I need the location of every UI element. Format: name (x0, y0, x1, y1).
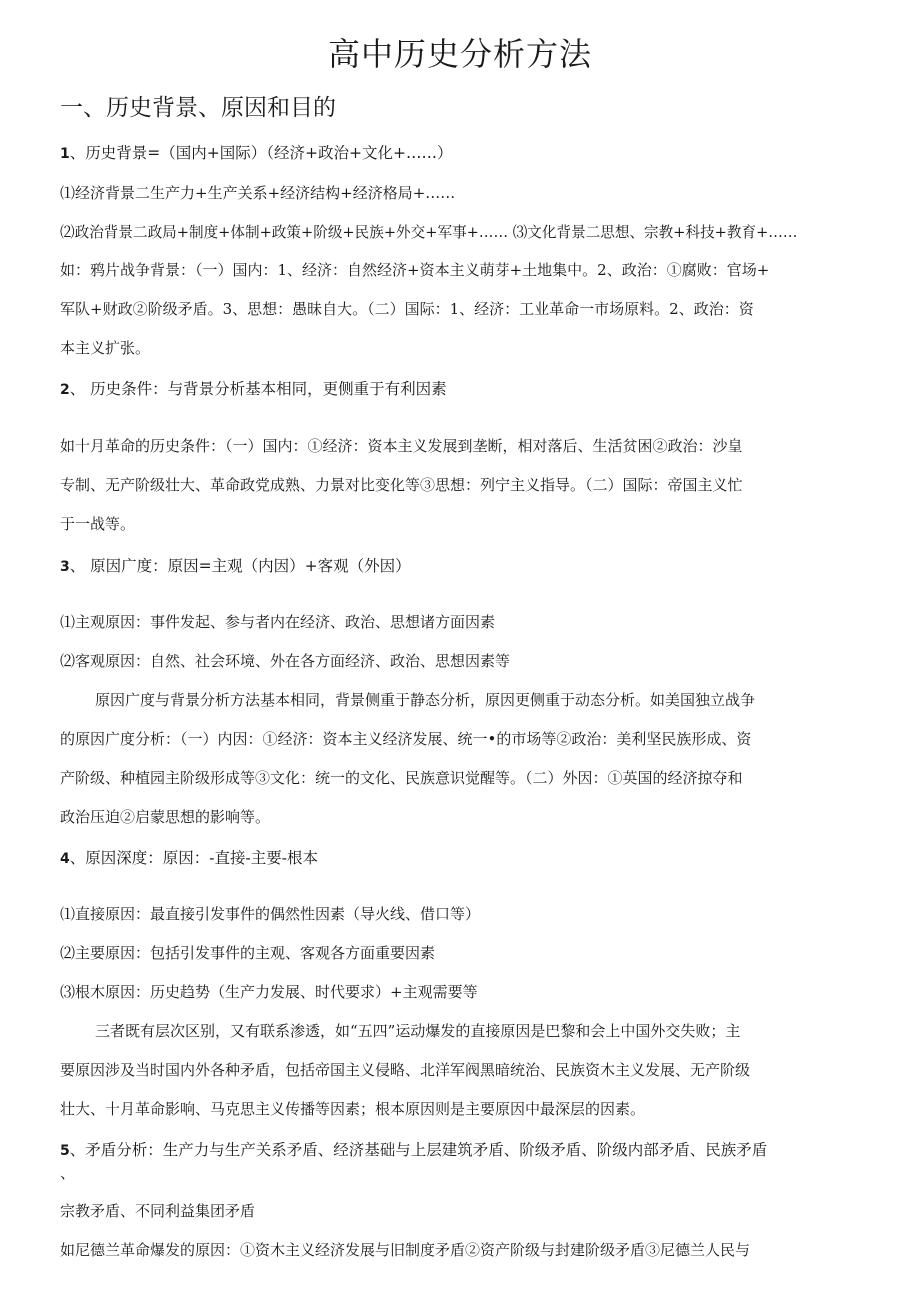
item-1-text: 、历史背景=（国内+国际）（经济+政治+文化+……） (69, 144, 453, 162)
opium-war-line-3: 本主义扩张。 (60, 339, 151, 357)
item-2-number: 2 (60, 382, 70, 398)
cause-breadth-para-line-2: 的原因广度分析：（一）内因：①经济：资本主义经济发展、统一•的市场等②政治：美利坚民族形成、资 (60, 730, 752, 748)
may-fourth-para-line-2: 要原因涉及当时国内外各种矛盾，包括帝国主义侵略、北洋军阀黑暗统治、民族资木主义发展、无产阶级 (60, 1061, 751, 1079)
october-revolution-line-1: 如十月革命的历史条件：（一）国内：①经济：资本主义发展到垄断，相对落后、生活贫困②政治：沙皇 (60, 437, 743, 455)
item-4-heading (60, 847, 860, 870)
cause-breadth-para-line-4: 政治压迫②启蒙思想的影响等。 (60, 808, 271, 826)
item-5-continuation: 宗教矛盾、不同利益集团矛盾 (60, 1202, 256, 1220)
item-5-number: 5 (60, 1143, 70, 1159)
root-cause-line: ⑶根木原因：历史趋势（生产力发展、时代要求）+主观需要等 (60, 983, 478, 1001)
opium-war-line-1: 如：鸦片战争背景：（一）国内：1、经济：自然经济+资本主义萌芽+土地集中。2、政治：①腐败：官场+ (60, 261, 770, 279)
subjective-cause-line: ⑴主观原因：事件发起、参与者内在经济、政治、思想诸方面因素 (60, 613, 496, 631)
item-1-number: 1 (60, 146, 70, 162)
political-cultural-background-line: ⑵政治背景二政局+制度+体制+政策+阶级+民族+外交+军事+…… ⑶文化背景二思想、宗教+科技+教育+…… (60, 224, 798, 241)
netherlands-revolution-line: 如尼德兰革命爆发的原因：①资木主义经济发展与旧制度矛盾②资产阶级与封建阶级矛盾③尼德兰人民与 (60, 1241, 751, 1259)
section-heading-1: 一、历史背景、原因和目的 (60, 95, 336, 121)
october-revolution-line-2: 专制、无产阶级壮大、革命政党成熟、力景对比变化等③思想：列宁主义指导。（二）国际：帝国主义忙 (60, 476, 743, 494)
objective-cause-line: ⑵客观原因：自然、社会环境、外在各方面经济、政治、思想因素等 (60, 652, 511, 670)
item-1-heading (60, 142, 860, 165)
item-3-heading (60, 555, 860, 578)
cause-breadth-para-line-3: 产阶级、种植园主阶级形成等③文化：统一的文化、民族意识觉醒等。（二）外因：①英国的经济掠夺和 (60, 769, 743, 787)
october-revolution-line-3: 于一战等。 (60, 515, 136, 533)
item-3-number: 3 (60, 559, 70, 575)
item-5-text: 、矛盾分析：生产力与生产关系矛盾、经济基础与上层建筑矛盾、阶级矛盾、阶级内部矛盾、民族矛盾 (69, 1141, 768, 1159)
may-fourth-para-line-3: 壮大、十月革命影响、马克思主义传播等因素；根本原因则是主要原因中最深层的因素。 (60, 1100, 646, 1118)
economic-background-line: ⑴经济背景二生产力+生产关系+经济结构+经济格局+…… (60, 184, 456, 202)
item-5-heading (60, 1139, 860, 1162)
main-cause-line: ⑵主要原因：包括引发事件的主观、客观各方面重要因素 (60, 944, 436, 962)
item-3-text: 、 原因广度：原因=主观（内因）+客观（外因） (69, 557, 411, 575)
item-5-wrap-comma: 、 (60, 1164, 76, 1182)
item-4-number: 4 (60, 851, 70, 867)
item-2-heading (60, 378, 860, 401)
cause-breadth-para-line-1: 原因广度与背景分析方法基本相同，背景侧重于静态分析，原因更侧重于动态分析。如美国独立战争 (95, 691, 756, 709)
item-4-text: 、原因深度：原因：-直接-主要-根本 (69, 849, 318, 867)
document-title: 高中历史分析方法 (327, 35, 592, 73)
may-fourth-para-line-1: 三者既有层次区别，又有联系渗透，如“五四”运动爆发的直接原因是巴黎和会上中国外交失败；主 (95, 1022, 741, 1040)
direct-cause-line: ⑴直接原因：最直接引发事件的偶然性因素（导火线、借口等） (60, 905, 481, 923)
item-2-text: 、 历史条件：与背景分析基本相同，更侧重于有利因素 (69, 380, 447, 398)
opium-war-line-2: 军队+财政②阶级矛盾。3、思想：愚昧自大。（二）国际：1、经济：工业革命一市场原料。2、政治：资 (60, 300, 754, 318)
